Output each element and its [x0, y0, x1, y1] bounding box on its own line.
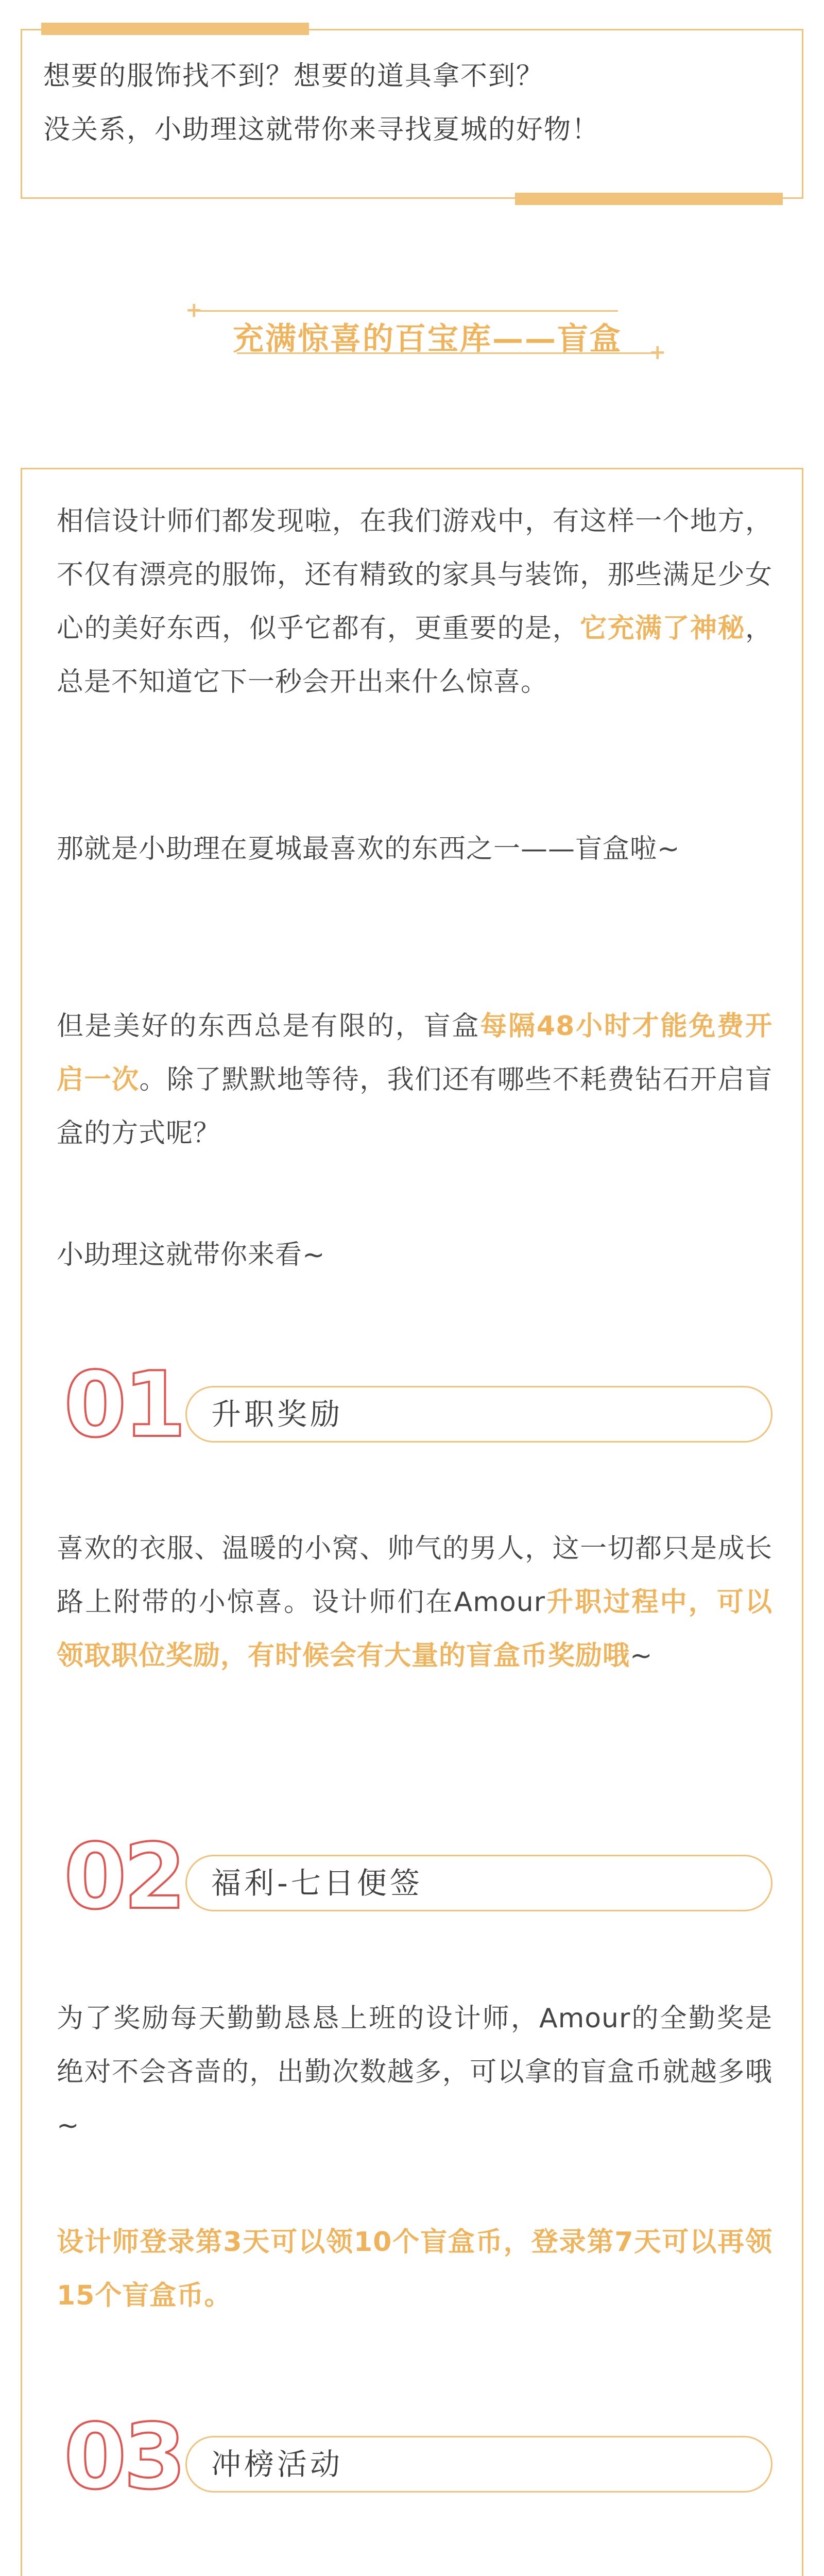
paragraph-intro: [57, 495, 772, 709]
section-number: 02: [64, 1825, 183, 1929]
section-text: 为了奖励每天勤勤恳恳上班的设计师，Amour的全勤奖是绝对不会吝啬的，出勤次数越多，可以拿的盲盒币就越多哦~: [57, 2003, 772, 2141]
section-highlight-text: 设计师登录第3天可以领10个盲盒币，登录第7天可以再领15个盲盒币。: [57, 2227, 772, 2311]
section-text: [57, 1522, 772, 1683]
section-number: 01: [64, 1353, 183, 1458]
highlight-text: 它充满了神秘: [580, 613, 745, 644]
section-text: [57, 2573, 772, 2576]
plus-icon: +: [185, 298, 203, 322]
highlight-text: 每隔48小时才能免费开启一次: [57, 1011, 772, 1095]
intro-accent-bar-top: [41, 23, 309, 35]
section-label: 升职奖励: [211, 1397, 344, 1432]
text-run: 但是美好的东西总是有限的，盲盒: [57, 1011, 480, 1042]
intro-line-1: 想要的服饰找不到？想要的道具拿不到？: [43, 61, 544, 92]
section-label: 冲榜活动: [211, 2447, 344, 2482]
text-run: ，总是不知道它下一秒会开出来什么惊喜。: [57, 613, 772, 698]
highlight-text: 升职过程中，可以领取职位奖励，有时候会有大量的盲盒币奖励哦: [57, 1587, 772, 1671]
intro-line-2: 没关系，小助理这就带你来寻找夏城的好物！: [43, 114, 600, 145]
paragraph-blindbox: 那就是小助理在夏城最喜欢的东西之一——盲盒啦~: [57, 834, 680, 865]
page-title: 充满惊喜的百宝库——盲盒: [233, 321, 622, 357]
intro-accent-bar-bottom: [515, 193, 783, 205]
paragraph-lead: 小助理这就带你来看~: [57, 1240, 325, 1270]
text-run: 喜欢的衣服、温暖的小窝、帅气的男人，这一切都只是成长路上附带的小惊喜。设计师们在Amour: [57, 1533, 772, 1618]
section-label: 福利-七日便签: [211, 1866, 423, 1901]
text-run: ~: [630, 1640, 653, 1671]
text-run: 相信设计师们都发现啦，在我们游戏中，有这样一个地方，不仅有漂亮的服饰，还有精致的家具与装饰，那些满足少女心的美好东西，似乎它都有，更重要的是，: [57, 506, 772, 644]
section-number: 03: [64, 2405, 183, 2510]
section-title: [185, 299, 670, 366]
title-line-top: [196, 310, 618, 312]
plus-icon: +: [649, 341, 666, 364]
text-run: 。除了默默地等待，我们还有哪些不耗费钻石开启盲盒的方式呢？: [57, 1064, 772, 1149]
paragraph-limit: [57, 999, 772, 1160]
